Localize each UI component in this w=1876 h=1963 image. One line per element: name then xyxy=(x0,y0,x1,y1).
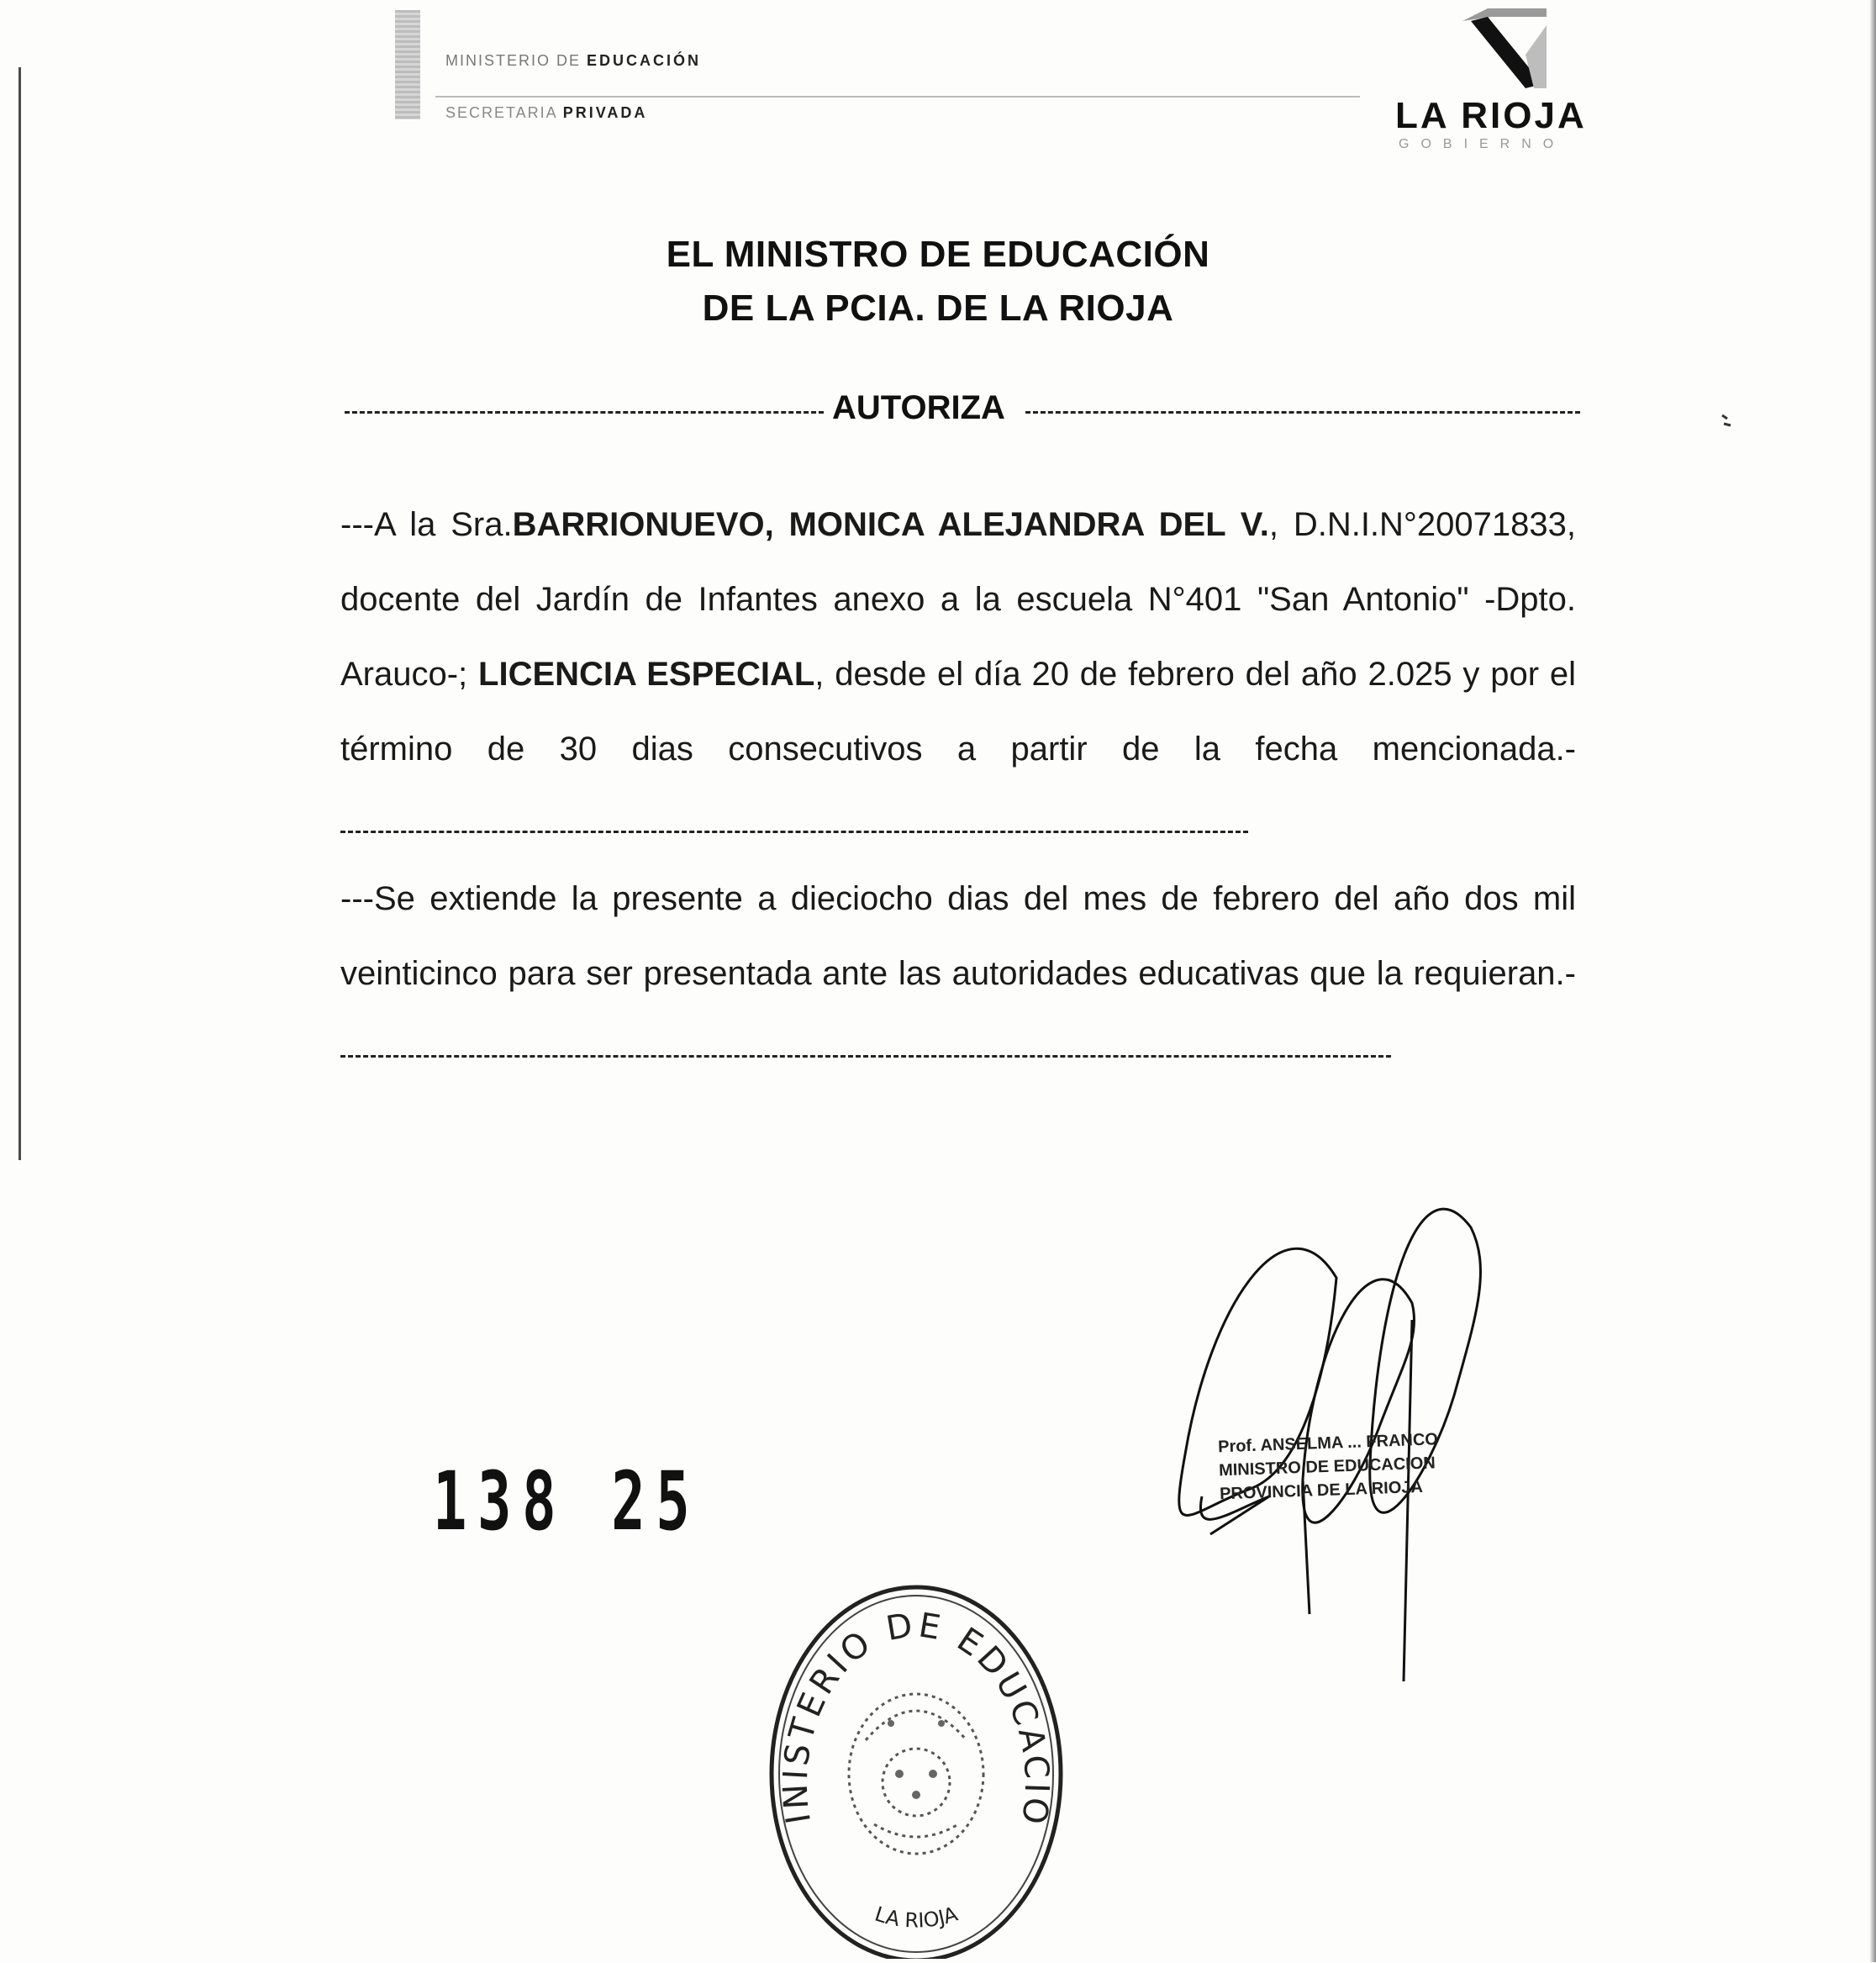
signature-stamp-line3: PROVINCIA DE LA RIOJA xyxy=(1219,1477,1424,1504)
letterhead-secretary-name: PRIVADA xyxy=(562,104,648,121)
document-title-line2: DE LA PCIA. DE LA RIOJA xyxy=(702,288,1174,329)
la-rioja-logo-icon xyxy=(1454,4,1555,97)
letterhead xyxy=(395,10,1362,128)
fill-dashes-2 xyxy=(340,1043,1391,1058)
p1-details: , D.N.I.N°20071833, docente del Jardín de Infantes anexo a la escuela N°401 "San Antonio" -Dpto. Arauco-; xyxy=(340,506,1577,693)
paragraph-authorization xyxy=(340,488,1576,862)
signature-block xyxy=(1160,1177,1563,1698)
scan-edge-left xyxy=(18,67,21,1160)
document-title-line1: EL MINISTRO DE EDUCACIÓN xyxy=(666,234,1210,275)
dash-rule-right xyxy=(1025,411,1580,414)
letterhead-rule xyxy=(435,96,1360,98)
authorize-word: AUTORIZA xyxy=(832,389,1005,426)
seal-bottom-text: LA RIOJA xyxy=(872,1902,961,1933)
document-body xyxy=(340,488,1576,1086)
official-seal xyxy=(765,1572,1067,1959)
dash-rule-left xyxy=(345,411,824,414)
logo-subtitle: GOBIERNO xyxy=(1399,137,1566,151)
letterhead-ministry-name: EDUCACIÓN xyxy=(587,52,702,69)
signature-stamp xyxy=(1218,1423,1573,1507)
paragraph-issuance xyxy=(340,862,1576,1086)
license-type: LICENCIA ESPECIAL xyxy=(478,656,815,693)
authorize-heading xyxy=(345,383,1580,433)
beneficiary-name: BARRIONUEVO, MONICA ALEJANDRA DEL V. xyxy=(512,506,1269,543)
svg-text:MINISTERIO DE EDUCACION xyxy=(765,1572,1056,1829)
resolution-number: 138 25 xyxy=(433,1454,701,1549)
svg-text:LA RIOJA xyxy=(872,1902,961,1932)
p2-text: ---Se extiende la presente a dieciocho dias del mes de febrero del año dos mil veinticinco para ser presentada ante las autoridades educativas que la requieran.- xyxy=(340,880,1576,992)
letterhead-secretary-prefix: SECRETARIA xyxy=(445,104,557,121)
p1-intro: ---A la Sra. xyxy=(340,506,513,543)
la-rioja-logo xyxy=(1387,4,1605,156)
letterhead-ministry-prefix: MINISTERIO DE xyxy=(445,52,582,69)
letterhead-secretary xyxy=(445,104,647,122)
signature-stamp-line2: MINISTRO DE EDUCACION xyxy=(1218,1454,1436,1480)
letterhead-band xyxy=(395,10,420,119)
stray-mark-icon xyxy=(1719,412,1736,429)
letterhead-ministry xyxy=(445,52,701,70)
signature-stamp-line1: Prof. ANSELMA ... FRANCO xyxy=(1217,1430,1439,1457)
p1-dates: , desde el día 20 de febrero del año 2.025 y por el término de 30 dias consecutivos a partir de la fecha mencionada.- xyxy=(340,656,1576,768)
seal-ring-text: INISTERIO DE EDUCACIO xyxy=(776,1605,1057,1830)
logo-name: LA RIOJA xyxy=(1395,95,1587,136)
seal-icon xyxy=(765,1572,1067,1959)
fill-dashes-1 xyxy=(340,819,1248,833)
